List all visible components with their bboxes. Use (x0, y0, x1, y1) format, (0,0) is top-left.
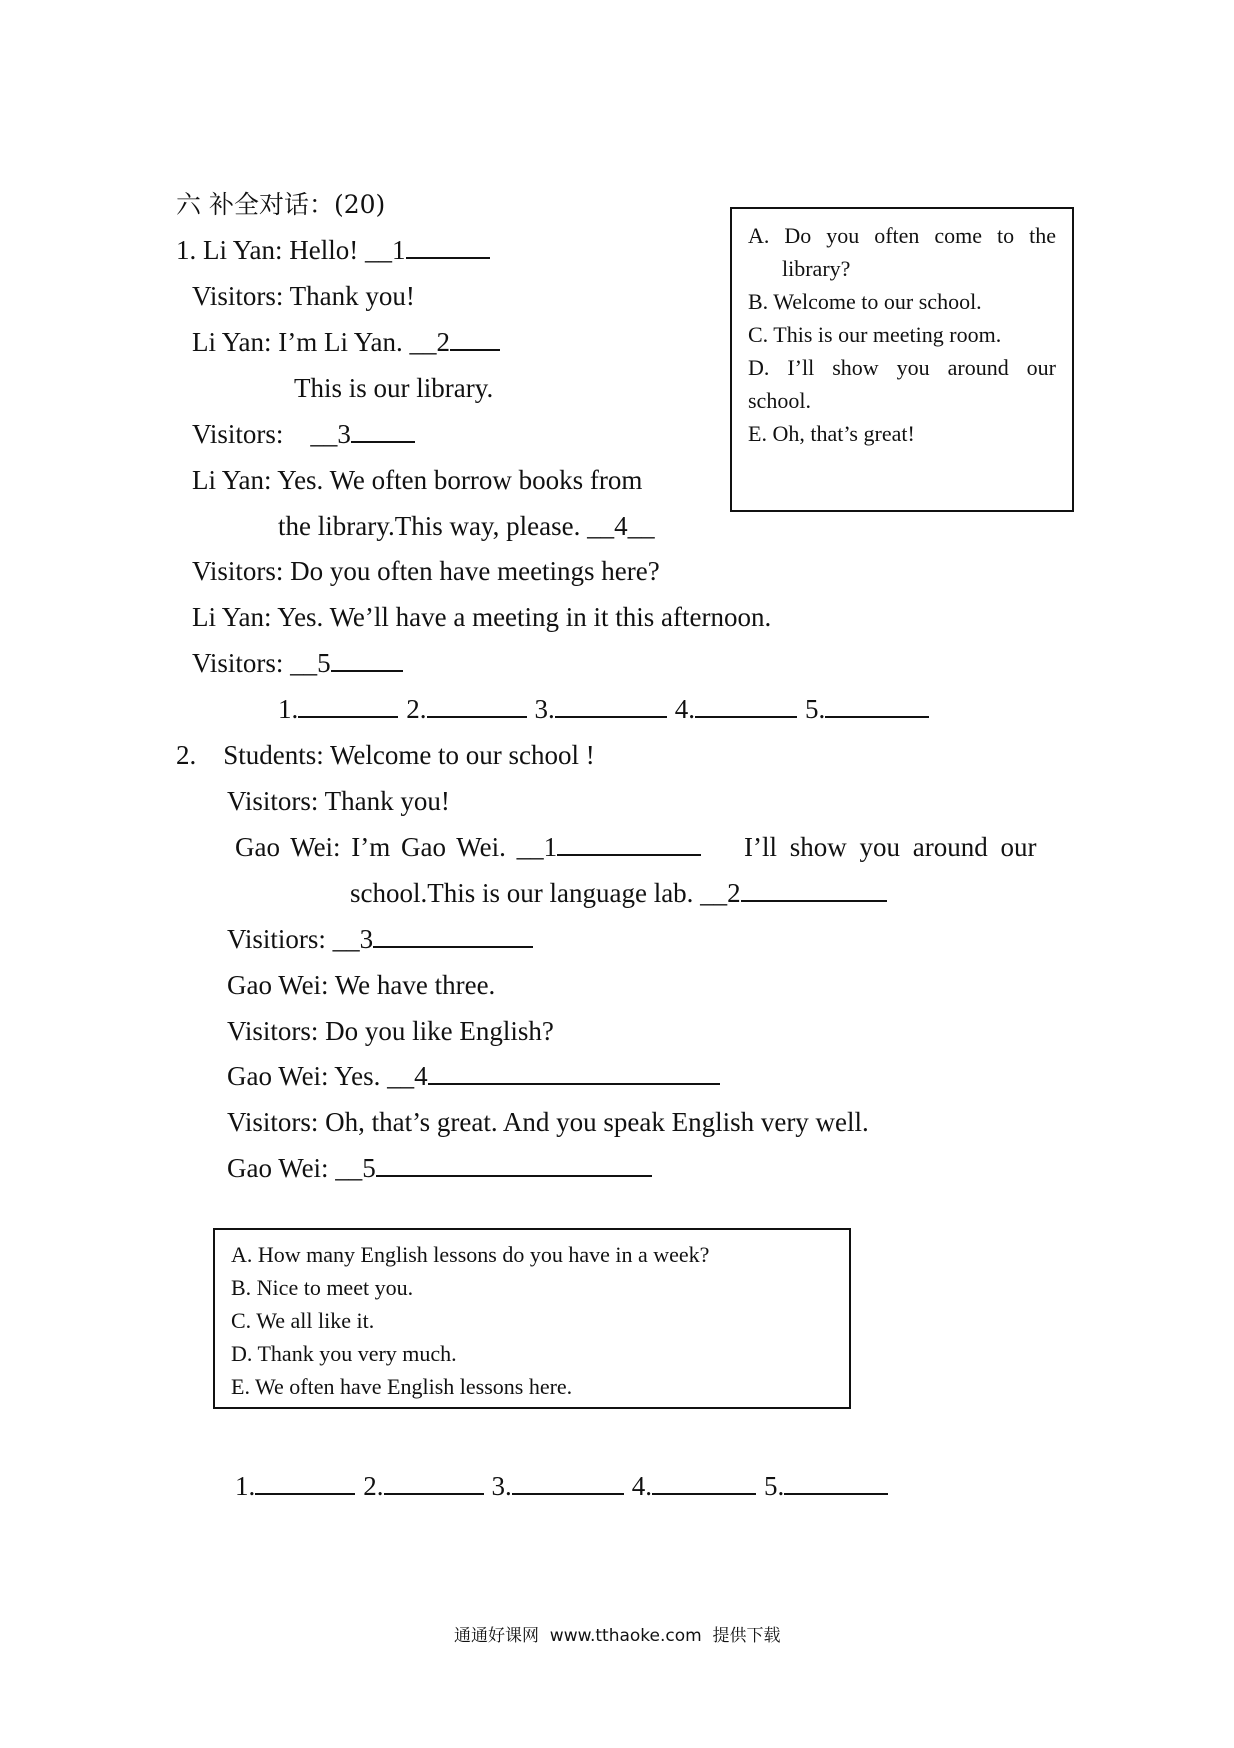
answer-blank[interactable] (376, 1151, 652, 1177)
dialogue1-line-4: This is our library. (294, 373, 494, 403)
answer-blank[interactable] (450, 325, 500, 351)
answer-blank[interactable] (428, 1059, 720, 1085)
answer-blank[interactable] (741, 876, 887, 902)
answer-label: 3. (534, 694, 555, 724)
dialogue2-line-1: 2. Students: Welcome to our school ! (176, 740, 595, 770)
answer-label: 4. (674, 694, 695, 724)
answer-blank[interactable] (331, 646, 403, 672)
dialogue2-line-3 (235, 830, 701, 864)
answer-label: 2. (406, 694, 427, 724)
dialogue1-line-9: Li Yan: Yes. We’ll have a meeting in it this afternoon. (192, 602, 772, 632)
dialogue1-line-10 (192, 646, 403, 680)
dialogue2-line-4 (350, 876, 887, 910)
dialogue1-option-b: B. Welcome to our school. (748, 289, 982, 314)
dialogue1-line-5-text: Visitors: __3 (192, 419, 351, 449)
answer-blank[interactable] (555, 692, 667, 718)
dialogue1-line-1-text: 1. Li Yan: Hello! __1 (176, 235, 406, 265)
dialogue2-option-b: B. Nice to meet you. (231, 1275, 414, 1300)
dialogue1-option-a: A. Do you often come to the library? (748, 223, 1056, 281)
dialogue2-line-6: Gao Wei: We have three. (227, 970, 496, 1000)
answer-label: 5. (764, 1471, 785, 1501)
section-title: 六 补全对话：(20) (176, 190, 386, 219)
answer-blank[interactable] (557, 830, 701, 856)
dialogue2-line-3-text: Gao Wei: I’m Gao Wei. __1 (235, 832, 558, 862)
dialogue2-line-9: Visitors: Oh, that’s great. And you speak English very well. (227, 1107, 869, 1137)
answer-blank[interactable] (406, 233, 490, 259)
dialogue2-line-10 (227, 1151, 652, 1185)
dialogue1-option-d: D. I’ll show you around our school. (748, 355, 1056, 413)
answer-blank[interactable] (512, 1469, 624, 1495)
dialogue2-option-c: C. We all like it. (231, 1308, 375, 1333)
dialogue2-answer-row (235, 1469, 888, 1503)
dialogue1-line-10-text: Visitors: __5 (192, 648, 331, 678)
answer-blank[interactable] (652, 1469, 756, 1495)
dialogue1-line-1 (176, 233, 490, 267)
answer-label: 1. (278, 694, 299, 724)
dialogue1-answer-row (278, 692, 929, 726)
dialogue1-line-8: Visitors: Do you often have meetings here? (192, 556, 660, 586)
dialogue1-line-5 (192, 417, 415, 451)
dialogue2-line-5-text: Visitiors: __3 (227, 924, 374, 954)
dialogue2-option-e: E. We often have English lessons here. (231, 1374, 573, 1399)
dialogue2-line-4-text: school.This is our language lab. __2 (350, 878, 741, 908)
answer-blank[interactable] (298, 692, 398, 718)
dialogue2-option-a: A. How many English lessons do you have in a week? (231, 1242, 710, 1267)
answer-label: 1. (235, 1471, 256, 1501)
answer-blank[interactable] (695, 692, 797, 718)
dialogue2-line-8-text: Gao Wei: Yes. __4 (227, 1061, 428, 1091)
dialogue2-line-7: Visitors: Do you like English? (227, 1016, 554, 1046)
answer-label: 3. (491, 1471, 512, 1501)
answer-blank[interactable] (255, 1469, 355, 1495)
dialogue1-option-c: C. This is our meeting room. (748, 322, 1002, 347)
answer-blank[interactable] (373, 922, 533, 948)
answer-blank[interactable] (427, 692, 527, 718)
answer-blank[interactable] (351, 417, 415, 443)
dialogue2-line-8 (227, 1059, 720, 1093)
dialogue1-line-6: Li Yan: Yes. We often borrow books from (192, 465, 643, 495)
dialogue2-options-box (213, 1228, 851, 1409)
answer-blank[interactable] (384, 1469, 484, 1495)
dialogue1-option-e: E. Oh, that’s great! (748, 421, 915, 446)
dialogue1-line-3 (192, 325, 500, 359)
dialogue2-line-2: Visitors: Thank you! (227, 786, 450, 816)
answer-blank[interactable] (784, 1469, 888, 1495)
answer-label: 4. (631, 1471, 652, 1501)
dialogue1-line-7: the library.This way, please. __4__ (278, 511, 655, 541)
dialogue2-line-10-text: Gao Wei: __5 (227, 1153, 376, 1183)
dialogue2-line-5 (227, 922, 533, 956)
dialogue1-line-3-text: Li Yan: I’m Li Yan. __2 (192, 327, 451, 357)
answer-label: 5. (805, 694, 826, 724)
dialogue2-option-d: D. Thank you very much. (231, 1341, 457, 1366)
dialogue1-line-2: Visitors: Thank you! (192, 281, 415, 311)
page-footer: 通通好课网 www.tthaoke.com 提供下载 (454, 1626, 781, 1646)
answer-blank[interactable] (825, 692, 929, 718)
answer-label: 2. (363, 1471, 384, 1501)
dialogue1-options-box (730, 207, 1074, 512)
dialogue2-line-3b: I’ll show you around our (744, 832, 1037, 862)
